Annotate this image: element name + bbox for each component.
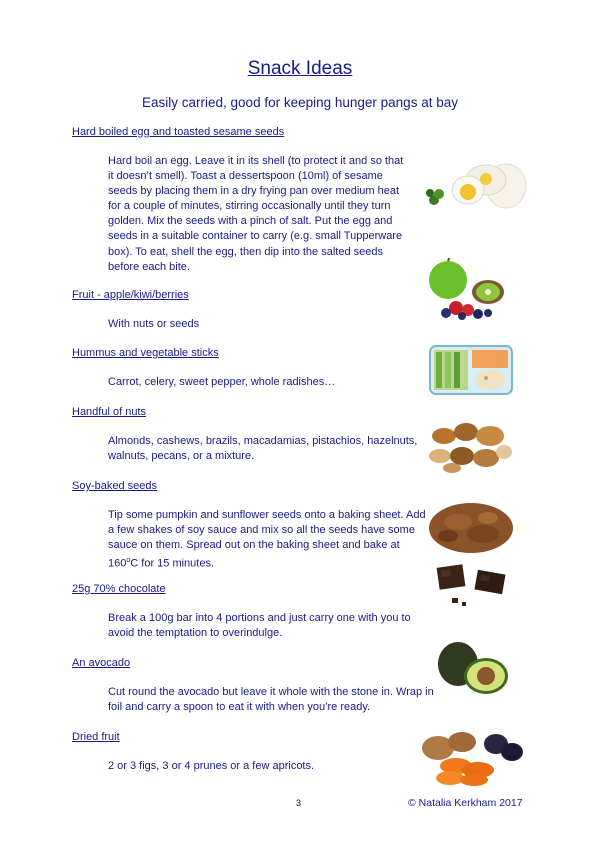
page-number: 3 xyxy=(296,798,302,808)
section-body-nuts: Almonds, cashews, brazils, macadamias, pistachios, hazelnuts, walnuts, pecans, or a mixture. xyxy=(108,435,418,463)
section-heading-fruit: Fruit - apple/kiwi/berries xyxy=(72,289,189,301)
nuts-icon xyxy=(426,418,514,474)
page-subtitle: Easily carried, good for keeping hunger pangs at bay xyxy=(142,95,458,110)
section-body-fruit: With nuts or seeds xyxy=(108,318,200,330)
section-heading-dried-fruit: Dried fruit xyxy=(72,731,120,743)
hummus-veg-box-icon xyxy=(428,342,514,398)
section-body-chocolate: Break a 100g bar into 4 portions and just carry one with you to avoid the temptation to overindulge. xyxy=(108,612,411,640)
section-body-dried-fruit: 2 or 3 figs, 3 or 4 prunes or a few apricots. xyxy=(108,760,315,772)
section-body-egg: Hard boil an egg. Leave it in its shell (to protect it and so that it doesn’t smell). Toast a dessertspoon (10ml) of sesame seeds by placing them in a dry frying pan over medium heat for a couple of minutes, stirring occasionally until they turn golden. Mix the seeds with a pinch of salt. Put the egg and seeds in a suitable container to carry (e.g. small Tupperware box). To eat, shell the egg, then dip into the salted seeds before each bite. xyxy=(108,155,404,273)
chocolate-icon xyxy=(436,562,508,612)
page-title: Snack Ideas xyxy=(247,58,353,79)
section-heading-egg: Hard boiled egg and toasted sesame seeds xyxy=(72,126,285,138)
section-body-hummus: Carrot, celery, sweet pepper, whole radishes… xyxy=(108,376,336,388)
copyright-notice: © Natalia Kerkham 2017 xyxy=(408,797,523,809)
fruit-icon xyxy=(426,258,512,322)
avocado-icon xyxy=(432,640,512,700)
section-heading-hummus: Hummus and vegetable sticks xyxy=(72,347,219,359)
section-body-avocado: Cut round the avocado but leave it whole with the stone in. Wrap in foil and carry a spoon to eat it with when you’re ready. xyxy=(108,686,434,714)
boiled-egg-icon xyxy=(424,158,528,214)
section-heading-nuts: Handful of nuts xyxy=(72,406,146,418)
section-heading-avocado: An avocado xyxy=(72,657,131,669)
section-body-seeds: Tip some pumpkin and sunflower seeds onto a baking sheet. Add a few shakes of soy sauce and mix so all the seeds have some sauce on them. Spread out on the baking sheet and bake at 160$^o$C for 15 minutes. xyxy=(108,509,426,570)
section-heading-chocolate: 25g 70% chocolate xyxy=(72,583,166,595)
seeds-icon xyxy=(428,500,514,556)
section-heading-seeds: Soy-baked seeds xyxy=(72,480,157,492)
dried-fruit-icon xyxy=(416,730,526,788)
